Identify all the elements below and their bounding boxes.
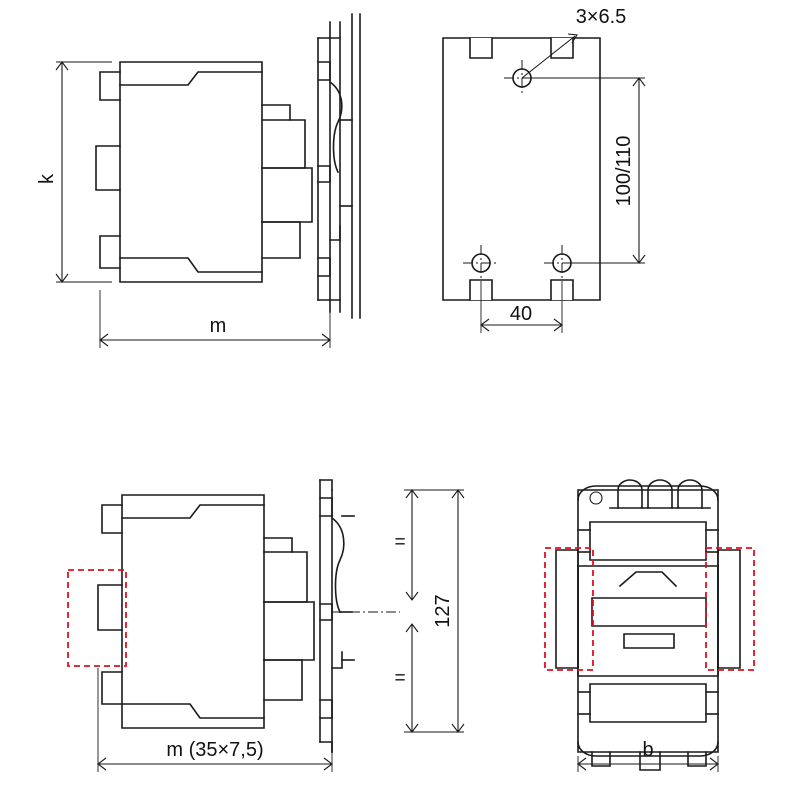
label-width-b: b — [642, 739, 654, 761]
label-width-40: 40 — [509, 303, 533, 325]
view-front — [545, 480, 754, 772]
label-depth-m: m — [209, 315, 227, 337]
view-mounting-plate — [443, 6, 645, 333]
dimension-equal-spacing — [406, 490, 418, 732]
label-height-k: k — [36, 174, 58, 184]
label-equal-upper: = — [394, 532, 406, 553]
label-equal-lower: = — [394, 668, 406, 689]
view-side-lower — [68, 480, 464, 772]
label-depth-m-rail: m (35×7,5) — [166, 739, 264, 761]
dimension-k — [56, 62, 112, 282]
label-hole-note: 3×6.5 — [575, 6, 627, 28]
label-vertical-100-110: 100/110 — [613, 135, 635, 207]
view-side-upper — [36, 14, 360, 348]
label-height-127: 127 — [432, 594, 454, 628]
